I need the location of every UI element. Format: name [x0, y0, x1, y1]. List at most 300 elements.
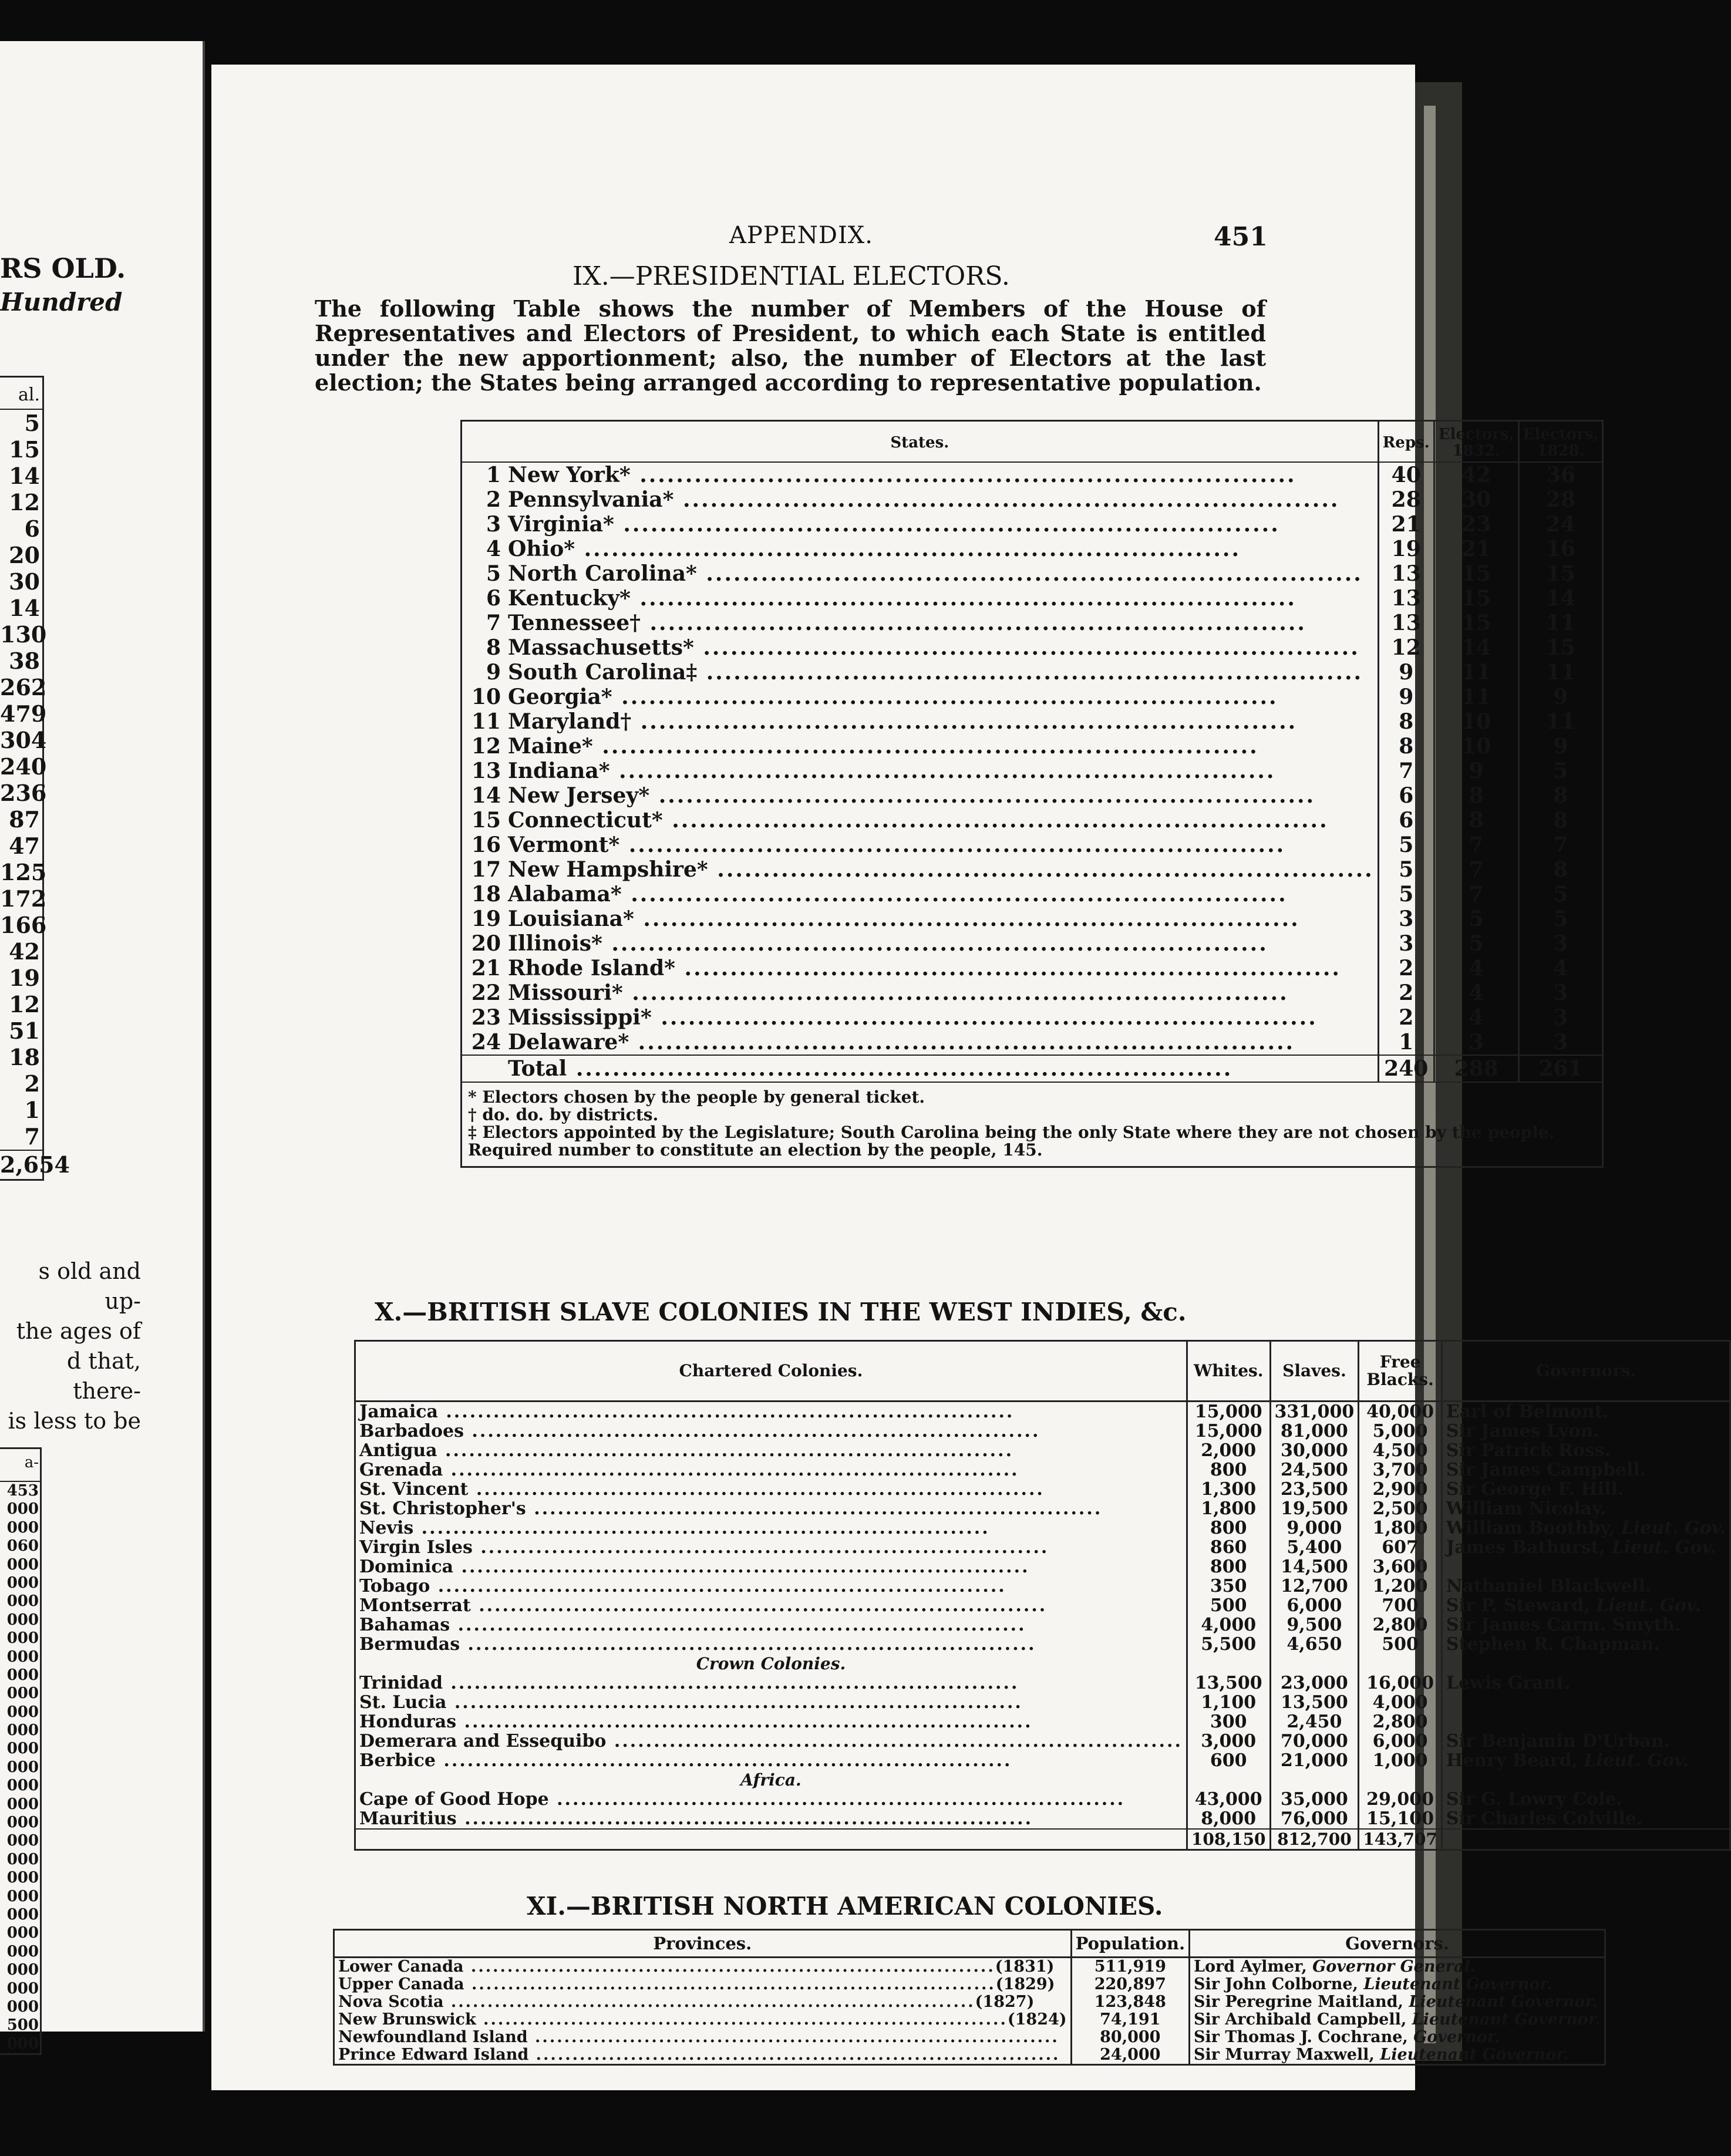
colony-row — [355, 1538, 1730, 1557]
state-row — [462, 931, 1603, 956]
free-blacks-cell: 5,000 — [1359, 1421, 1442, 1441]
state-cell — [462, 537, 1379, 561]
col-header-slaves: Slaves. — [1270, 1341, 1359, 1402]
reps-cell: 6 — [1378, 783, 1434, 808]
province-row — [334, 1976, 1605, 1993]
province-year: (1824) — [1007, 2010, 1067, 2029]
electors-table — [460, 420, 1604, 1168]
free-blacks-cell: 2,500 — [1359, 1499, 1442, 1518]
state-rank: 22 — [471, 981, 501, 1005]
governor-name: Sir James Carm. Smyth. — [1446, 1615, 1681, 1635]
reps-cell: 9 — [1378, 685, 1434, 709]
state-row — [462, 537, 1603, 561]
left-bottom-value: 000 — [6, 1942, 39, 1960]
colony-name: Virgin Isles ..... — [355, 1538, 1187, 1557]
left-page — [0, 41, 205, 2053]
left-value: 42 — [9, 938, 40, 965]
electors-1832-cell: 9 — [1434, 759, 1518, 783]
state-name: Louisiana* ..... — [508, 907, 1300, 931]
left-value: 20 — [9, 542, 40, 568]
province-cell — [334, 2011, 1072, 2029]
electors-1828-cell: 7 — [1553, 833, 1568, 857]
left-value: 87 — [9, 806, 40, 833]
whites-cell: 43,000 — [1187, 1790, 1270, 1809]
electors-1832-cell: 14 — [1434, 635, 1518, 660]
colony-row — [355, 1635, 1730, 1654]
page-number: 451 — [1214, 222, 1268, 252]
electors-1832-cell: 8 — [1434, 808, 1518, 833]
col-header-governors-xi: Governors. — [1190, 1930, 1605, 1958]
left-bottom-value: 000 — [6, 1777, 39, 1795]
colony-row — [355, 1790, 1730, 1809]
left-value: 172 — [0, 885, 47, 912]
left-value: 166 — [0, 912, 47, 938]
slaves-cell: 23,000 — [1270, 1673, 1359, 1693]
state-name: Connecticut* ..... — [508, 808, 1329, 833]
governor-cell — [1442, 1402, 1730, 1422]
left-prose-line: the ages of — [16, 1318, 141, 1344]
state-name: Pennsylvania* ..... — [508, 487, 1339, 512]
state-rank: 21 — [471, 956, 501, 981]
state-name: Mississippi* ..... — [508, 1005, 1318, 1030]
left-bottom-value: 000 — [6, 1740, 39, 1758]
left-value: 12 — [9, 489, 40, 516]
state-name: Maryland† ..... — [508, 709, 1297, 734]
state-rank: 24 — [471, 1030, 501, 1055]
state-name: Illinois* ..... — [508, 931, 1268, 956]
reps-cell: 2 — [1378, 956, 1434, 981]
electors-1832-cell: 3 — [1434, 1030, 1518, 1055]
colony-name: Berbice ..... — [355, 1751, 1187, 1770]
left-bottom-value: 000 — [6, 1924, 39, 1942]
state-name: Maine* ..... — [508, 734, 1259, 759]
province-cell — [334, 2046, 1072, 2065]
state-cell — [462, 857, 1379, 882]
electors-1832-cell: 30 — [1434, 487, 1518, 512]
left-bottom-value: 000 — [6, 1795, 39, 1813]
state-row — [462, 685, 1603, 709]
free-blacks-cell: 500 — [1359, 1635, 1442, 1654]
electors-1832-cell: 7 — [1434, 857, 1518, 882]
electors-1832-cell: 7 — [1434, 882, 1518, 907]
governor-cell — [1442, 1576, 1730, 1596]
state-row — [462, 561, 1603, 586]
state-rank: 7 — [486, 611, 501, 635]
left-bottom-value: 000 — [6, 1979, 39, 1997]
province-cell — [334, 1993, 1072, 2011]
electors-header-row — [462, 421, 1603, 463]
governor-name: Henry Beard, — [1446, 1750, 1578, 1771]
left-table-values — [0, 410, 47, 1150]
free-blacks-cell: 6,000 — [1359, 1731, 1442, 1751]
population-cell: 74,191 — [1071, 2011, 1189, 2029]
colony-name: Bermudas ..... — [355, 1635, 1187, 1654]
governor-cell — [1442, 1809, 1730, 1829]
province-name: Nova Scotia ..... — [338, 1993, 975, 2011]
colony-row — [355, 1441, 1730, 1460]
free-blacks-cell: 607 — [1359, 1538, 1442, 1557]
colony-name: St. Vincent ..... — [355, 1480, 1187, 1499]
left-value: 304 — [0, 727, 47, 753]
total-label: Total ..... — [508, 1056, 1232, 1081]
total-whites: 108,150 — [1187, 1829, 1270, 1850]
left-bottom-value: 000 — [6, 1832, 39, 1850]
province-governor-name: Sir Murray Maxwell, — [1194, 2046, 1375, 2064]
total-electors-1832: 288 — [1434, 1055, 1518, 1082]
left-bottom-value: 000 — [6, 1869, 39, 1887]
free-blacks-cell: 2,900 — [1359, 1480, 1442, 1499]
left-value: 30 — [9, 568, 40, 595]
electors-1828-cell: 5 — [1553, 882, 1568, 907]
state-name: Ohio* ..... — [508, 537, 1241, 561]
slaves-cell: 76,000 — [1270, 1809, 1359, 1829]
left-bottom-value: 000 — [6, 1648, 39, 1666]
state-cell — [462, 956, 1379, 981]
left-value: 240 — [0, 753, 47, 780]
colony-name: Demerara and Essequibo ..... — [355, 1731, 1187, 1751]
left-prose — [0, 1256, 141, 1436]
electors-1828-cell: 3 — [1553, 931, 1568, 956]
colony-row — [355, 1731, 1730, 1751]
state-row — [462, 907, 1603, 931]
provinces-header-row — [334, 1930, 1605, 1958]
governor-cell — [1442, 1751, 1730, 1770]
state-cell — [462, 734, 1379, 759]
left-value: 12 — [9, 991, 40, 1018]
governor-cell — [1442, 1538, 1730, 1557]
province-governor-cell — [1190, 2011, 1605, 2029]
state-cell — [462, 783, 1379, 808]
state-cell — [462, 487, 1379, 512]
electors-1828-cell: 16 — [1545, 537, 1575, 561]
province-governor-name: Lord Aylmer, — [1194, 1958, 1307, 1976]
reps-cell: 3 — [1378, 931, 1434, 956]
state-row — [462, 487, 1603, 512]
col-header-provinces: Provinces. — [334, 1930, 1072, 1958]
left-table-caption: al. — [0, 378, 42, 410]
governor-name: William Boothby, — [1446, 1518, 1615, 1538]
state-name: Alabama* ..... — [508, 882, 1288, 907]
colony-name: Honduras ..... — [355, 1712, 1187, 1731]
left-bottom-value: 000 — [6, 1611, 39, 1629]
province-name: Newfoundland Island ..... — [338, 2028, 1059, 2046]
state-rank: 12 — [471, 734, 501, 759]
state-name: Georgia* ..... — [508, 685, 1278, 709]
slaves-cell: 9,500 — [1270, 1615, 1359, 1635]
col-header-electors-1832: Electors, 1832. — [1434, 421, 1518, 463]
whites-cell: 1,300 — [1187, 1480, 1270, 1499]
whites-cell: 13,500 — [1187, 1673, 1270, 1693]
colony-row — [355, 1809, 1730, 1829]
whites-cell: 8,000 — [1187, 1809, 1270, 1829]
left-table-bottom — [0, 1447, 42, 2055]
province-row — [334, 1993, 1605, 2011]
electors-body — [462, 462, 1603, 1055]
governor-cell — [1442, 1673, 1730, 1693]
governor-title: Lieut. Gov. — [1621, 1518, 1726, 1538]
state-cell — [462, 882, 1379, 907]
electors-1832-cell: 21 — [1434, 537, 1518, 561]
electors-1828-cell: 11 — [1545, 709, 1575, 734]
state-row — [462, 635, 1603, 660]
electors-1828-cell: 9 — [1553, 685, 1568, 709]
left-value: 19 — [9, 965, 40, 991]
left-bottom-value: 000 — [6, 1814, 39, 1832]
province-name: Prince Edward Island ..... — [338, 2046, 1060, 2064]
electors-1832-cell: 8 — [1434, 783, 1518, 808]
governor-name: Sir Benjamin D'Urban. — [1446, 1731, 1670, 1751]
state-cell — [462, 981, 1379, 1005]
governor-name: Earl of Belmont. — [1446, 1402, 1609, 1422]
governor-cell — [1442, 1790, 1730, 1809]
governor-cell — [1442, 1596, 1730, 1615]
state-cell — [462, 462, 1379, 487]
left-bottom-value: 500 — [6, 2016, 39, 2034]
slaves-cell: 2,450 — [1270, 1712, 1359, 1731]
colony-name: St. Lucia ..... — [355, 1693, 1187, 1712]
reps-cell: 8 — [1378, 734, 1434, 759]
state-rank: 14 — [471, 783, 501, 808]
population-cell: 511,919 — [1071, 1958, 1189, 1976]
total-free-blacks: 143,707 — [1359, 1829, 1442, 1850]
left-value: 2 — [24, 1070, 40, 1097]
left-value: 5 — [24, 410, 40, 436]
electors-1832-cell: 15 — [1434, 611, 1518, 635]
state-row — [462, 857, 1603, 882]
state-row — [462, 956, 1603, 981]
left-heading: RS OLD. — [0, 252, 126, 284]
reps-cell: 13 — [1378, 611, 1434, 635]
left-bottom-value: 000 — [6, 1722, 39, 1740]
province-governor-cell — [1190, 2029, 1605, 2046]
electors-1828-cell: 3 — [1553, 1030, 1568, 1055]
whites-cell: 3,000 — [1187, 1731, 1270, 1751]
state-cell — [462, 685, 1379, 709]
colony-row — [355, 1499, 1730, 1518]
state-name: New Hampshire* ..... — [508, 857, 1374, 882]
province-name: Upper Canada ..... — [338, 1975, 996, 1993]
electors-1832-cell: 5 — [1434, 907, 1518, 931]
reps-cell: 5 — [1378, 833, 1434, 857]
population-cell: 80,000 — [1071, 2029, 1189, 2046]
governor-cell — [1442, 1731, 1730, 1751]
state-row — [462, 586, 1603, 611]
whites-cell: 860 — [1187, 1538, 1270, 1557]
state-row — [462, 709, 1603, 734]
free-blacks-cell: 29,000 — [1359, 1790, 1442, 1809]
electors-1828-cell: 24 — [1545, 512, 1575, 537]
state-row — [462, 462, 1603, 487]
state-rank: 11 — [471, 709, 501, 734]
province-governor-title: Lieutenant Governor. — [1363, 1975, 1552, 1993]
state-row — [462, 734, 1603, 759]
colonies-subheading: Africa. — [355, 1770, 1187, 1790]
province-governor-name: Sir Archibald Campbell, — [1194, 2010, 1407, 2029]
governor-cell — [1442, 1441, 1730, 1460]
state-name: Vermont* ..... — [508, 833, 1285, 857]
governor-name: Sir G. Lowry Cole. — [1446, 1789, 1623, 1810]
state-row — [462, 611, 1603, 635]
state-rank: 3 — [486, 512, 501, 537]
colony-name: Bahamas ..... — [355, 1615, 1187, 1635]
population-cell: 123,848 — [1071, 1993, 1189, 2011]
electors-1832-cell: 5 — [1434, 931, 1518, 956]
colonies-subheading: Crown Colonies. — [355, 1654, 1187, 1673]
colonies-header-row — [355, 1341, 1730, 1402]
slaves-cell: 30,000 — [1270, 1441, 1359, 1460]
electors-1832-cell: 11 — [1434, 685, 1518, 709]
colony-row — [355, 1480, 1730, 1499]
colonies-total-row — [355, 1829, 1730, 1850]
governor-cell — [1442, 1712, 1730, 1731]
state-row — [462, 882, 1603, 907]
state-name: Massachusetts* ..... — [508, 635, 1360, 660]
electors-1832-cell: 4 — [1434, 956, 1518, 981]
note-general-ticket: * Electors chosen by the people by general ticket. — [468, 1087, 925, 1107]
left-value: 6 — [24, 516, 40, 542]
governor-cell — [1442, 1557, 1730, 1576]
left-value: 14 — [9, 595, 40, 621]
reps-cell: 9 — [1378, 660, 1434, 685]
left-bottom-value: 000 — [6, 1887, 39, 1905]
left-bottom-value: 000 — [6, 1961, 39, 1979]
governor-name: Lewis Grant. — [1446, 1673, 1571, 1693]
left-prose-line: is less to be — [8, 1408, 141, 1434]
left-value: 262 — [0, 674, 47, 700]
governor-name: Sir George F. Hill. — [1446, 1479, 1624, 1500]
left-bottom-value: 000 — [6, 1574, 39, 1592]
state-rank: 4 — [486, 537, 501, 561]
province-name: New Brunswick ..... — [338, 2010, 1008, 2029]
left-bottom-value: 000 — [6, 1555, 39, 1574]
electors-1832-cell: 15 — [1434, 586, 1518, 611]
whites-cell: 5,500 — [1187, 1635, 1270, 1654]
electors-1828-cell: 14 — [1545, 586, 1575, 611]
slaves-cell: 13,500 — [1270, 1693, 1359, 1712]
slaves-cell: 70,000 — [1270, 1731, 1359, 1751]
state-cell — [462, 561, 1379, 586]
state-name: Indiana* ..... — [508, 759, 1275, 783]
free-blacks-cell: 3,600 — [1359, 1557, 1442, 1576]
state-cell — [462, 709, 1379, 734]
province-row — [334, 1958, 1605, 1976]
state-cell — [462, 611, 1379, 635]
free-blacks-cell: 4,000 — [1359, 1693, 1442, 1712]
colony-row — [355, 1615, 1730, 1635]
province-governor-cell — [1190, 2046, 1605, 2065]
colony-row — [355, 1557, 1730, 1576]
state-rank: 23 — [471, 1005, 501, 1030]
governor-name: Sir Charles Colville. — [1446, 1808, 1643, 1829]
colony-name: Trinidad ..... — [355, 1673, 1187, 1693]
total-electors-1828: 261 — [1518, 1055, 1603, 1082]
left-subheading: Hundred — [0, 288, 123, 316]
col-header-population: Population. — [1071, 1930, 1189, 1958]
colony-row — [355, 1693, 1730, 1712]
reps-cell: 6 — [1378, 808, 1434, 833]
left-value: 236 — [0, 780, 47, 806]
note-districts: † do. do. by districts. — [468, 1105, 659, 1124]
electors-1828-cell: 36 — [1545, 463, 1575, 487]
state-rank: 9 — [486, 660, 501, 685]
electors-1832-cell: 10 — [1434, 709, 1518, 734]
state-cell — [462, 833, 1379, 857]
slaves-cell: 5,400 — [1270, 1538, 1359, 1557]
section-title-ix: IX.—PRESIDENTIAL ELECTORS. — [572, 261, 1010, 291]
left-bottom-value: 000 — [6, 2034, 39, 2053]
reps-cell: 2 — [1378, 981, 1434, 1005]
free-blacks-cell: 3,700 — [1359, 1460, 1442, 1480]
reps-cell: 13 — [1378, 561, 1434, 586]
governor-cell — [1442, 1635, 1730, 1654]
state-rank: 15 — [471, 808, 501, 833]
whites-cell: 1,100 — [1187, 1693, 1270, 1712]
left-bottom-value: 000 — [6, 1500, 39, 1518]
electors-1828-cell: 8 — [1553, 857, 1568, 882]
reps-cell: 5 — [1378, 882, 1434, 907]
reps-cell: 5 — [1378, 857, 1434, 882]
province-year: (1831) — [995, 1958, 1055, 1976]
province-row — [334, 2029, 1605, 2046]
state-cell — [462, 512, 1379, 537]
governor-name: Sir Patrick Ross. — [1446, 1440, 1611, 1461]
left-bottom-value: 000 — [6, 1703, 39, 1721]
free-blacks-cell: 40,000 — [1359, 1402, 1442, 1422]
whites-cell: 15,000 — [1187, 1402, 1270, 1422]
state-row — [462, 1005, 1603, 1030]
left-value: 51 — [9, 1018, 40, 1044]
electors-1828-cell: 11 — [1545, 660, 1575, 685]
left-bottom-value: 000 — [6, 1850, 39, 1868]
electors-1828-cell: 15 — [1545, 635, 1575, 660]
reps-cell: 2 — [1378, 1005, 1434, 1030]
col-header-reps: Reps. — [1378, 421, 1434, 463]
left-value: 18 — [9, 1044, 40, 1070]
left-bottom-value: 060 — [6, 1537, 39, 1555]
whites-cell: 800 — [1187, 1557, 1270, 1576]
province-governor-name: Sir Thomas J. Cochrane, — [1194, 2028, 1408, 2046]
population-cell: 220,897 — [1071, 1976, 1189, 1993]
state-row — [462, 660, 1603, 685]
left-value: 479 — [0, 700, 47, 727]
state-rank: 1 — [486, 463, 501, 487]
governor-title: Lieut. Gov. — [1596, 1595, 1701, 1616]
state-name: Kentucky* ..... — [508, 586, 1296, 611]
left-value: 130 — [0, 621, 47, 648]
governor-cell — [1442, 1460, 1730, 1480]
left-bottom-value: 000 — [6, 1592, 39, 1611]
electors-1832-cell: 23 — [1434, 512, 1518, 537]
slaves-cell: 21,000 — [1270, 1751, 1359, 1770]
colony-row — [355, 1596, 1730, 1615]
slaves-cell: 19,500 — [1270, 1499, 1359, 1518]
state-name: New York* ..... — [508, 463, 1296, 487]
state-rank: 20 — [471, 931, 501, 956]
total-reps: 240 — [1378, 1055, 1434, 1082]
colony-row — [355, 1576, 1730, 1596]
left-bottom-value: 000 — [6, 1629, 39, 1648]
state-name: Missouri* ..... — [508, 981, 1289, 1005]
whites-cell: 350 — [1187, 1576, 1270, 1596]
left-bottom-value: 000 — [6, 1666, 39, 1684]
left-prose-line: d that, there- — [66, 1348, 141, 1404]
reps-cell: 21 — [1378, 512, 1434, 537]
state-rank: 2 — [486, 487, 501, 512]
reps-cell: 28 — [1378, 487, 1434, 512]
colony-row — [355, 1460, 1730, 1480]
state-rank: 19 — [471, 907, 501, 931]
state-rank: 13 — [471, 759, 501, 783]
